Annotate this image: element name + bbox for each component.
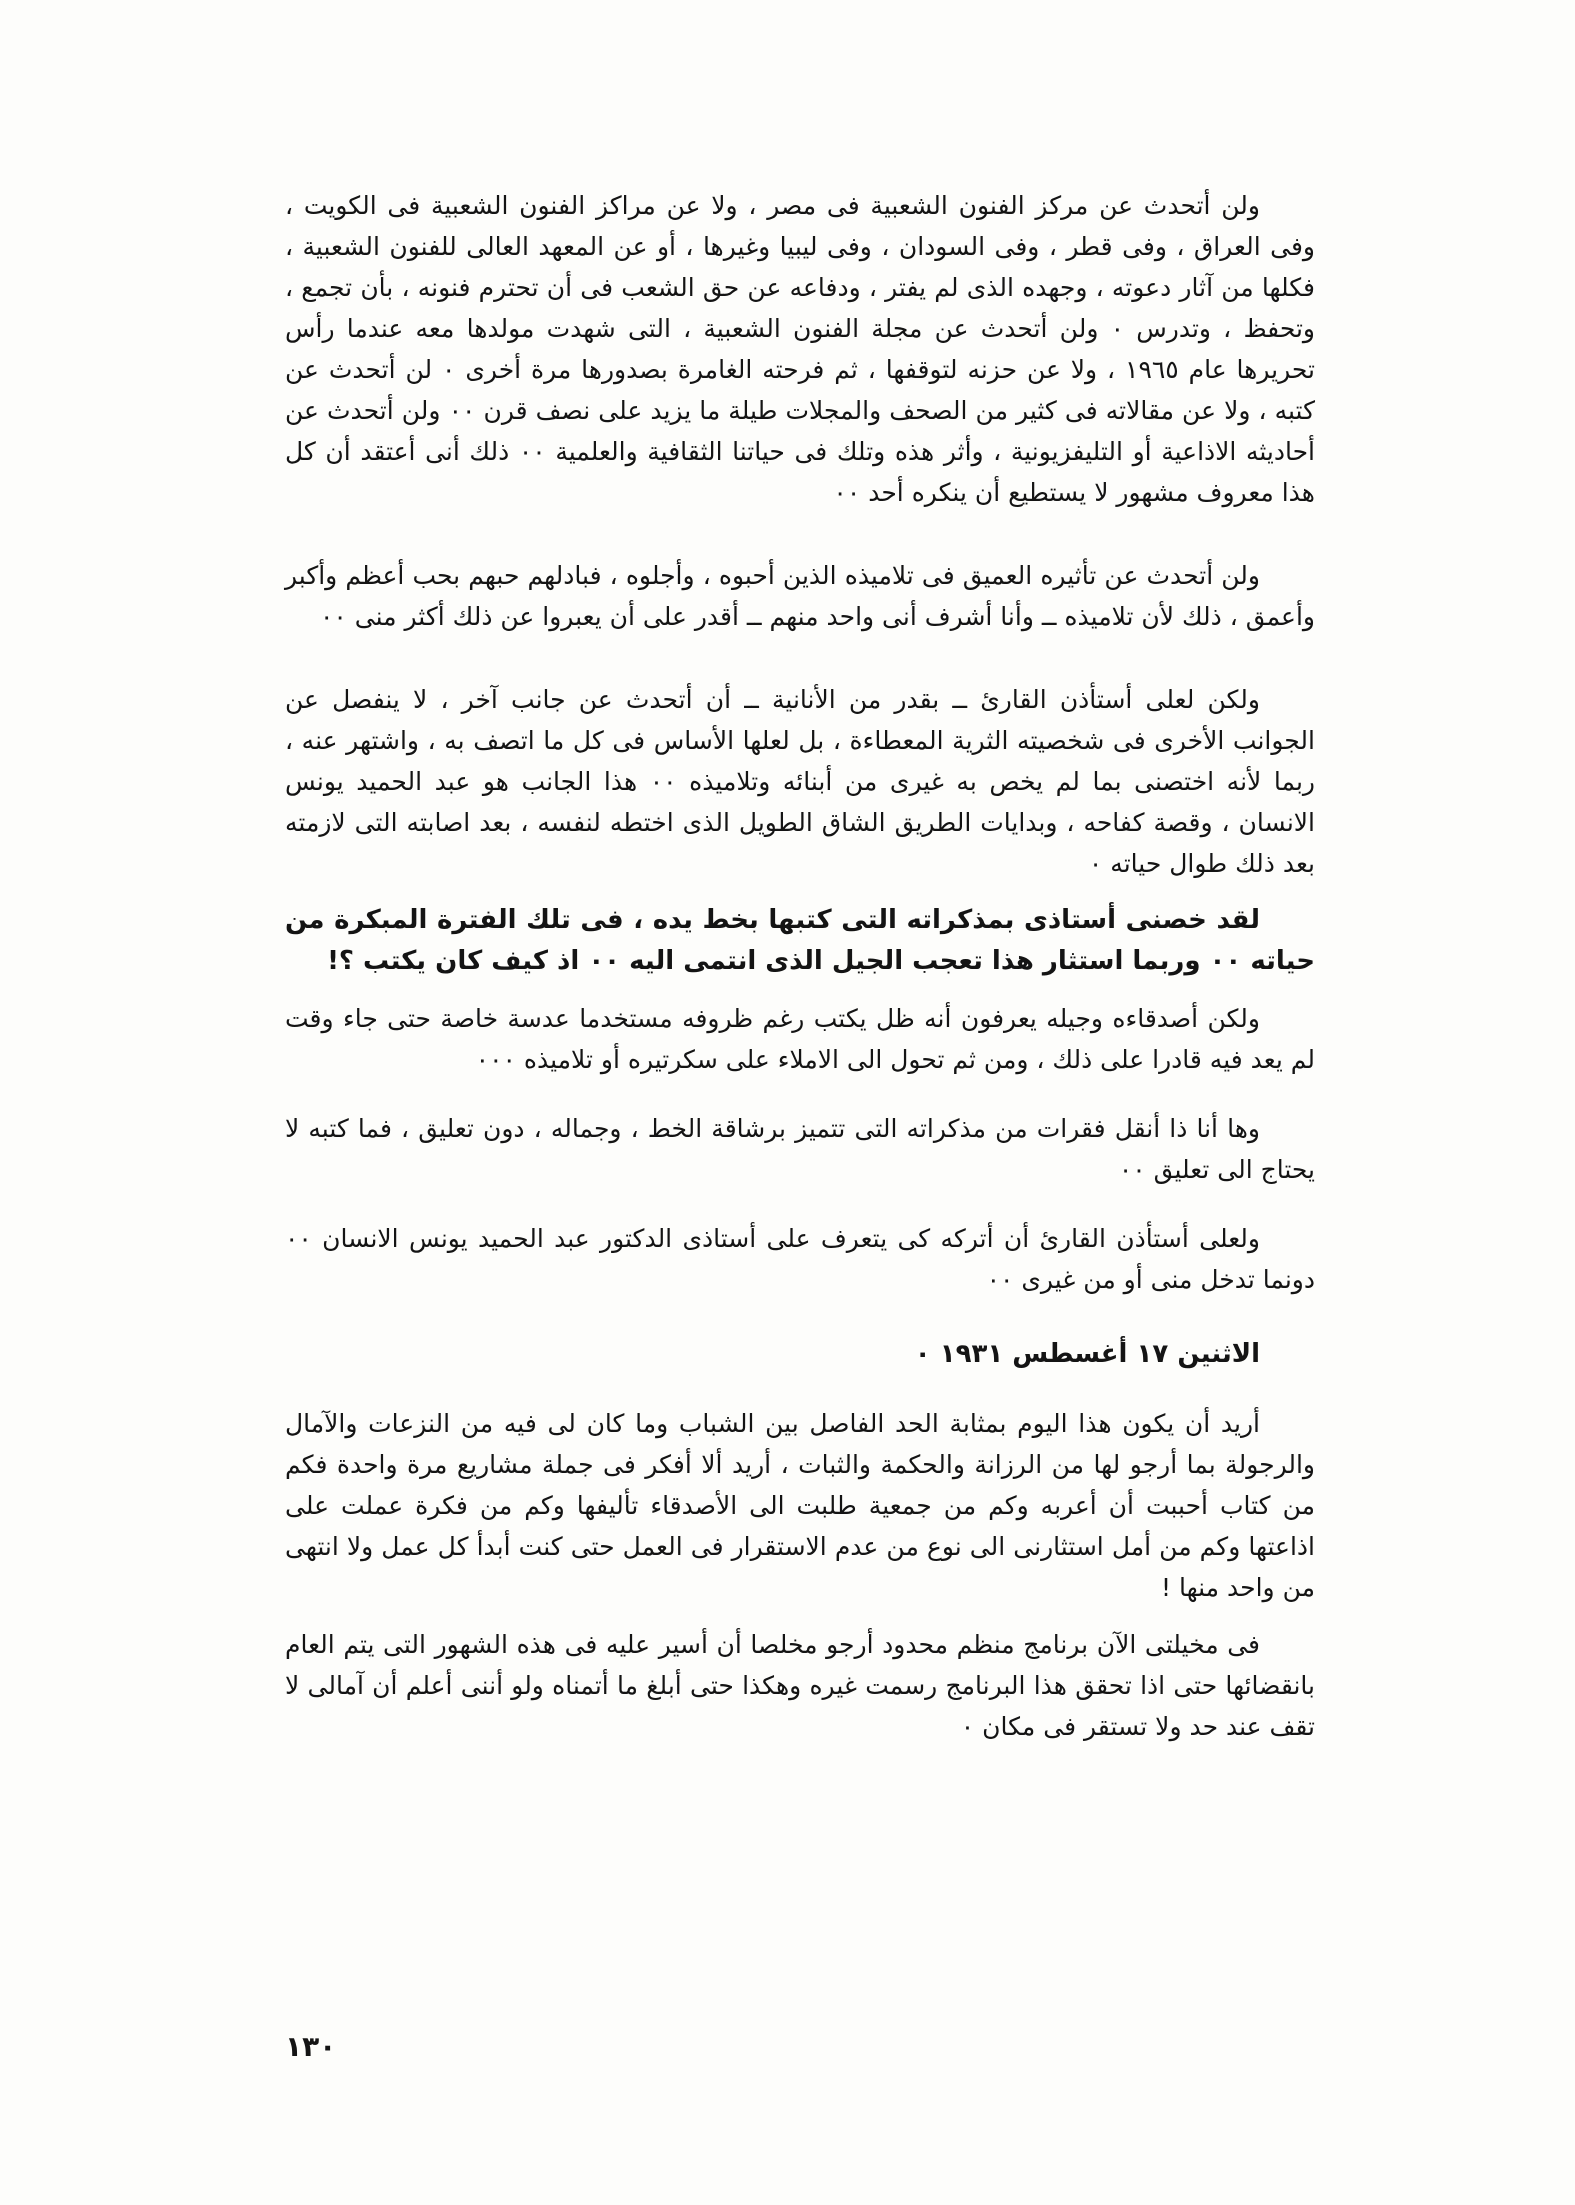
paragraph-2: ولن أتحدث عن تأثيره العميق فى تلاميذه الذين أحبوه ، وأجلوه ، فبادلهم حبهم بحب أعظم وأكبر وأعمق ، ذلك لأن تلاميذه ــ وأنا أشرف أنى واحد منهم ــ أقدر على أن يعبروا عن ذلك أكثر منى ٠٠ (285, 561, 1315, 631)
diary-paragraph-2: فى مخيلتى الآن برنامج منظم محدود أرجو مخلصا أن أسير عليه فى هذه الشهور التى يتم العام بانقضائها حتى اذا تحقق هذا البرنامج رسمت غيره وهكذا حتى أبلغ ما أتمناه ولو أننى أعلم أن آمالى لا تقف عند حد ولا تستقر فى مكان ٠ (285, 1630, 1315, 1741)
paragraph-4-bold: لقد خصنى أستاذى بمذكراته التى كتبها بخط يده ، فى تلك الفترة المبكرة من حياته ٠٠ وربما استثار هذا تعجب الجيل الذى انتمى اليه ٠٠ اذ كيف كان يكتب ؟! (285, 905, 1315, 976)
diary-paragraph-1: أريد أن يكون هذا اليوم بمثابة الحد الفاصل بين الشباب وما كان لى فيه من النزعات والآمال والرجولة بما أرجو لها من الرزانة والحكمة والثبات ، أريد ألا أفكر فى جملة مشاريع مرة واحدة فكم من كتاب أحببت أن أعربه وكم من جمعية طلبت الى الأصدقاء تأليفها وكم من فكرة عملت على اذاعتها وكم من أمل استثارنى الى نوع من عدم الاستقرار فى العمل حتى كنت أبدأ كل عمل ولا انتهى من واحد منها ! (285, 1409, 1315, 1602)
page-number: ١٣٠ (285, 2030, 337, 2063)
paragraph-3: ولكن لعلى أستأذن القارئ ــ بقدر من الأنانية ــ أن أتحدث عن جانب آخر ، لا ينفصل عن الجوانب الأخرى فى شخصيته الثرية المعطاءة ، بل لعلها الأساس فى كل ما اتصف به ، واشتهر عنه ، ربما لأنه اختصنى بما لم يخص به غيرى من أبنائه وتلاميذه ٠٠ هذا الجانب هو عبد الحميد يونس الانسان ، وقصة كفاحه ، وبدايات الطريق الشاق الطويل الذى اختطه لنفسه ، بعد اصابته التى لازمته بعد ذلك طوال حياته ٠ (285, 685, 1315, 878)
paragraph-7: ولعلى أستأذن القارئ أن أتركه كى يتعرف على أستاذى الدكتور عبد الحميد يونس الانسان ٠٠ دونما تدخل منى أو من غيرى ٠٠ (285, 1224, 1315, 1294)
paragraph-1: ولن أتحدث عن مركز الفنون الشعبية فى مصر ، ولا عن مراكز الفنون الشعبية فى الكويت ، وفى العراق ، وفى قطر ، وفى السودان ، وفى ليبيا وغيرها ، أو عن المعهد العالى للفنون الشعبية ، فكلها من آثار دعوته ، وجهده الذى لم يفتر ، ودفاعه عن حق الشعب فى أن تحترم فنونه ، بأن تجمع ، وتحفظ ، وتدرس ٠ ولن أتحدث عن مجلة الفنون الشعبية ، التى شهدت مولدها معه عندما رأس تحريرها عام ١٩٦٥ ، ولا عن حزنه لتوقفها ، ثم فرحته الغامرة بصدورها مرة أخرى ٠ لن أتحدث عن كتبه ، ولا عن مقالاته فى كثير من الصحف والمجلات طيلة ما يزيد على نصف قرن ٠٠ ولن أتحدث عن أحاديثه الاذاعية أو التليفزيونية ، وأثر هذه وتلك فى حياتنا الثقافية والعلمية ٠٠ ذلك أنى أعتقد أن كل هذا معروف مشهور لا يستطيع أن ينكره أحد ٠٠ (285, 191, 1315, 507)
paragraph-5: ولكن أصدقاءه وجيله يعرفون أنه ظل يكتب رغم ظروفه مستخدما عدسة خاصة حتى جاء وقت لم يعد فيه قادرا على ذلك ، ومن ثم تحول الى الاملاء على سكرتيره أو تلاميذه ٠٠٠ (285, 1004, 1315, 1074)
body-text (285, 185, 1315, 1747)
diary-date-heading: الاثنين ١٧ أغسطس ١٩٣١ ٠ (914, 1339, 1260, 1369)
paragraph-6: وها أنا ذا أنقل فقرات من مذكراته التى تتميز برشاقة الخط ، وجماله ، دون تعليق ، فما كتبه لا يحتاج الى تعليق ٠٠ (285, 1114, 1315, 1184)
